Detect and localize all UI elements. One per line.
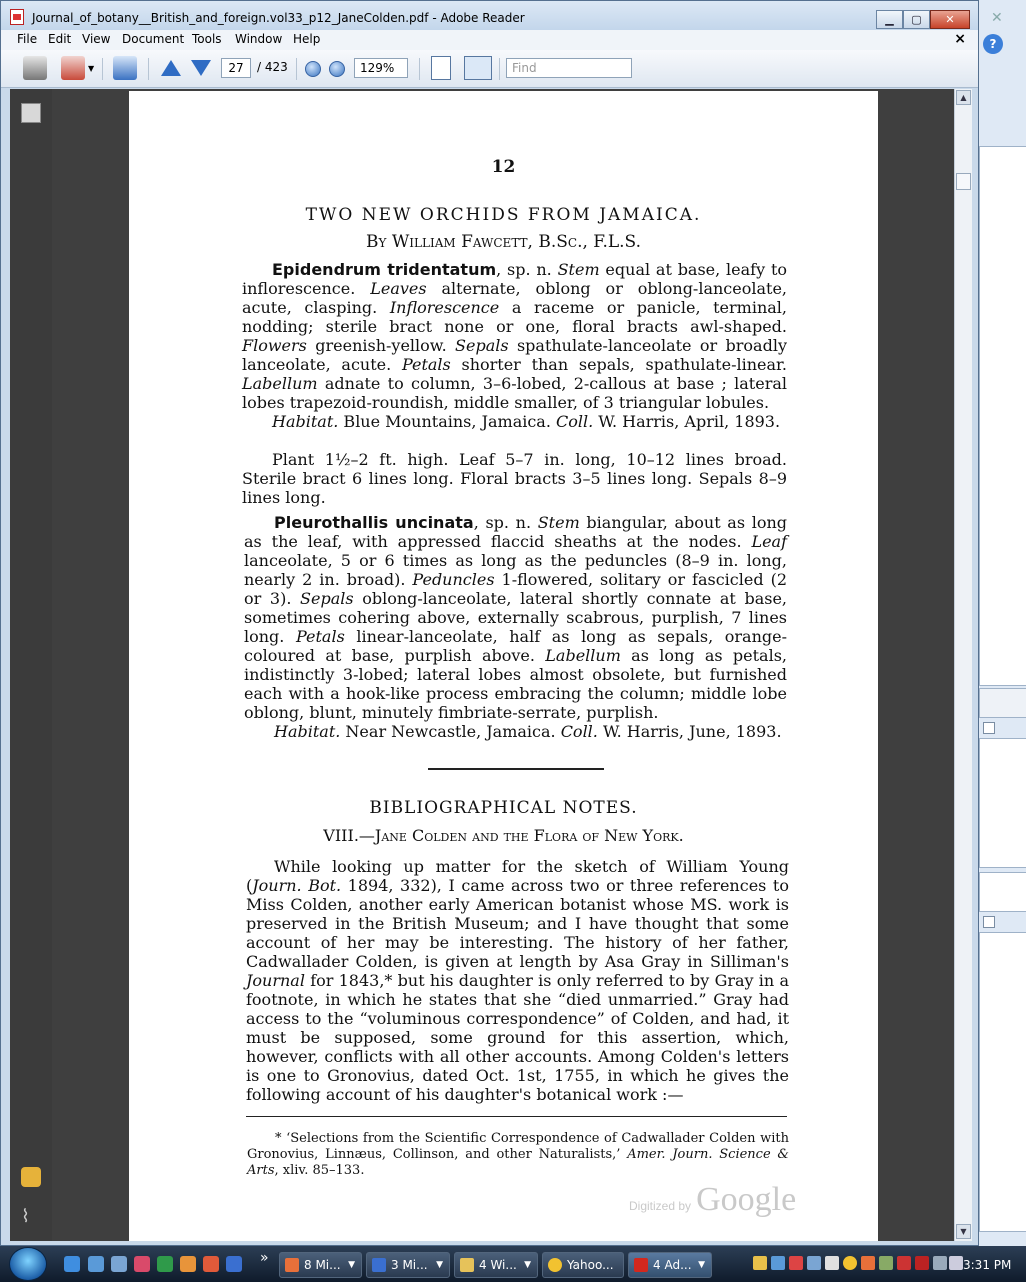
zoom-in-icon[interactable] [329,61,345,77]
folder-task-icon [460,1258,474,1272]
minimize-button[interactable]: ▁ [876,10,903,29]
menu-edit[interactable]: Edit [48,32,72,46]
toolbar-separator [296,58,297,80]
italic-run: Journal [246,971,305,990]
system-tray [753,1250,963,1278]
italic-run: Labellum [545,646,621,665]
task-explorer[interactable]: 4 Wi... ▼ [454,1252,538,1278]
pdf-page [129,91,878,1241]
ie-icon[interactable] [64,1256,80,1272]
article-title: TWO NEW ORCHIDS FROM JAMAICA. [305,205,702,225]
bg-panel-2 [979,738,1026,868]
section-title: BIBLIOGRAPHICAL NOTES. [369,798,638,818]
watermark-digitized: Digitized by [629,1199,692,1213]
task-label: 8 Mi... [304,1258,341,1272]
menu-document[interactable]: Document [122,32,185,46]
menu-file[interactable]: File [17,32,38,46]
zoom-out-icon[interactable] [305,61,321,77]
tray-icon-7[interactable] [861,1256,875,1270]
footnote-divider [246,1116,787,1117]
paragraph-colden: While looking up matter for the sketch of William Young (Journ. Bot. 1894, 332), I came across two or three references to Miss Colden, another early American botanist whose MS. work is preserved in the British Museum; and I have thought that some account of her may be interesting. The history of her father, Cadwallader Colden, is given at length by Asa Gray in Silliman's Journal for 1843,* but his daughter is only referred to by Gray in a footnote, in which he states that she “died unmarried.” Gray had access to the “voluminous correspondence” of Colden, and had, it must be supposed, some ground for this assertion, which, however, conflicts with all other accounts. Among Colden's letters is one to Gronovius, dated Oct. 1st, 1755, in which he gives the following account of his daughter's botanical work :— [246,857,789,1104]
explorer-icon[interactable] [111,1256,127,1272]
page-number: 12 [491,157,516,177]
italic-run: Petals [295,627,345,646]
pages-icon[interactable] [21,103,41,123]
italic-run: Stem [537,513,580,532]
italic-run: Journ. Bot. [252,876,342,895]
menu-window[interactable]: Window [235,32,283,46]
word-icon[interactable] [226,1256,242,1272]
paragraph-measurements: Plant 1½–2 ft. high. Leaf 5–7 in. long, 10–12 lines broad. Sterile bract 6 lines long. Floral bracts 3–5 lines long. Sepals 8–9 lines long. [242,450,787,507]
network-icon[interactable] [933,1256,947,1270]
tray-icon-6[interactable] [843,1256,857,1270]
paragraph-epidendrum: Epidendrum tridentatum, sp. n. Stem equal at base, leafy to inflorescence. Leaves alternate, oblong or oblong-lanceolate, acute, clasping. Inflorescence a raceme or panicle, terminal, nodding; sterile bract none or one, floral bracts awl-shaped. Flowers greenish-yellow. Sepals spathulate-lanceolate or broadly lanceolate, acute. Petals shorter than sepals, spathulate-linear. Labellum adnate to column, 3–6-lobed, 2-callous at base ; lateral lobes trapezoid-roundish, middle smaller, of 3 triangular lobules. [242,260,788,412]
window-title: Journal_of_botany__British_and_foreign.vol33_p12_JaneColden.pdf - Adobe Reader [32,11,525,25]
bg-close-icon[interactable]: ✕ [991,10,1003,26]
task-label: 4 Ad... [653,1258,692,1272]
help-icon[interactable]: ? [983,34,1003,54]
task-mail[interactable]: 8 Mi... ▼ [279,1252,362,1278]
print-icon[interactable] [23,56,47,80]
scroll-down-button[interactable]: ▼ [956,1224,971,1239]
bg-expand-icon[interactable] [983,722,995,734]
task-adobe[interactable]: 4 Ad... ▼ [628,1252,712,1278]
toolbar [1,50,978,88]
tray-icon-1[interactable] [753,1256,767,1270]
google-watermark [629,1181,796,1219]
toolbar-separator [499,58,500,80]
bg-panel-bar [979,688,1026,718]
bold-run: Epidendrum tridentatum [272,260,497,279]
italic-run: Leaves [370,279,427,298]
clock[interactable]: 3:31 PM [963,1258,1012,1272]
menu-help[interactable]: Help [293,32,321,46]
toolbar-separator [419,58,420,80]
italic-run: Coll. [560,722,598,741]
task-yahoo[interactable] [542,1252,624,1278]
bold-run: Pleurothallis uncinata [274,513,474,532]
desktop-icon[interactable] [88,1256,104,1272]
page-number-input[interactable]: 27 [221,58,251,78]
italic-run: Labellum [242,374,318,393]
scroll-thumb[interactable] [956,173,971,190]
tray-icon-10[interactable] [915,1256,929,1270]
task-label: Yahoo... [567,1258,614,1272]
task-label: 3 Mi... [391,1258,428,1272]
section-subtitle: VIII.—Jane Colden and the Flora of New York. [323,826,684,845]
paragraph-habitat-1: Habitat. Blue Mountains, Jamaica. Coll. W. Harris, April, 1893. [272,412,781,431]
next-page-icon[interactable] [191,60,211,76]
toolbar-separator [102,58,103,80]
app-icon-1[interactable] [134,1256,150,1272]
title-bar[interactable] [1,1,978,30]
close-button[interactable]: ✕ [930,10,970,29]
email-icon[interactable] [61,56,85,80]
task-word[interactable]: 3 Mi... ▼ [366,1252,450,1278]
italic-run: Habitat. [272,412,339,431]
email-dropdown-icon[interactable]: ▼ [88,64,95,73]
maximize-button[interactable]: ▢ [903,10,930,29]
bg-panel [979,146,1026,686]
collaborate-icon[interactable] [113,56,137,80]
toolbar-separator [148,58,149,80]
background-window[interactable] [972,0,1026,1246]
paragraph-habitat-2: Habitat. Near Newcastle, Jamaica. Coll. W. Harris, June, 1893. [274,722,782,741]
italic-run: Amer. Journ. Science & Arts [247,1147,790,1178]
paragraph-pleurothallis: Pleurothallis uncinata, sp. n. Stem biangular, about as long as the leaf, with appressed flaccid sheaths at the nodes. Leaf lanceolate, 5 or 6 times as long as the peduncles (8–9 in. long, nearly 2 in. broad). Peduncles 1-flowered, solitary or fascicled (2 or 3). Sepals oblong-lanceolate, lateral shortly connate at base, sometimes cohering above, externally scabrous, purplish, 7 lines long. Petals linear-lanceolate, half as long as sepals, orange-coloured at base, purplish above. Labellum as long as petals, indistinctly 3-lobed; lateral lobes almost obsolete, but furnished each with a hook-like process embracing the column; middle lobe oblong, blunt, minutely fimbriate-serrate, purplish. [244,513,788,722]
italic-run: Stem [557,260,600,279]
italic-run: Habitat. [274,722,341,741]
more-icon[interactable]: » [260,1250,269,1266]
app-icon-2[interactable] [180,1256,196,1272]
menu-view[interactable]: View [82,32,111,46]
section-divider [428,768,604,770]
footnote: * ‘Selections from the Scientific Correspondence of Cadwallader Colden with Gronovius, Linnæus, Collinson, and other Naturalists,’ Amer. Journ. Science & Arts, xliv. 85–133. [247,1131,790,1178]
document-viewer[interactable] [52,89,954,1241]
navigation-panel [10,89,52,1241]
fit-width-icon[interactable] [431,56,451,80]
document-close-icon[interactable]: × [954,31,966,47]
tray-icon-2[interactable] [771,1256,785,1270]
tray-icon-9[interactable] [897,1256,911,1270]
italic-run: Sepals [300,589,354,608]
scroll-up-button[interactable]: ▲ [956,90,971,105]
tray-icon-3[interactable] [789,1256,803,1270]
italic-run: Leaf [751,532,787,551]
page-total: / 423 [257,60,288,74]
app-icon-3[interactable] [203,1256,219,1272]
italic-run: Sepals [455,336,509,355]
vertical-scrollbar[interactable] [954,89,972,1241]
italic-run: Coll. [556,412,594,431]
start-button[interactable] [9,1247,47,1281]
mail-task-icon [285,1258,299,1272]
italic-run: Petals [401,355,451,374]
italic-run: Flowers [242,336,307,355]
watermark-google: Google [696,1181,797,1218]
bg-panel-4 [979,932,1026,1232]
previous-page-icon[interactable] [161,60,181,76]
bg-panel-3 [979,872,1026,912]
adobe-task-icon [634,1258,648,1272]
menu-bar [1,30,978,50]
fit-page-icon[interactable] [464,56,492,80]
menu-tools[interactable]: Tools [192,32,222,46]
comments-icon[interactable] [21,1167,41,1187]
attachments-icon[interactable]: ⌇ [21,1206,30,1227]
task-label: 4 Wi... [479,1258,517,1272]
pdf-file-icon [10,9,24,25]
italic-run: Inflorescence [389,298,500,317]
excel-icon[interactable] [157,1256,173,1272]
article-byline: By William Fawcett, B.Sc., F.L.S. [366,232,641,252]
tray-icon-8[interactable] [879,1256,893,1270]
bg-expand-icon-2[interactable] [983,916,995,928]
tray-icon-5[interactable] [825,1256,839,1270]
italic-run: Peduncles [412,570,495,589]
tray-icon-4[interactable] [807,1256,821,1270]
zoom-input[interactable]: 129% [354,58,408,78]
yahoo-task-icon [548,1258,562,1272]
volume-icon[interactable] [949,1256,963,1270]
find-input[interactable]: Find [506,58,632,78]
word-task-icon [372,1258,386,1272]
